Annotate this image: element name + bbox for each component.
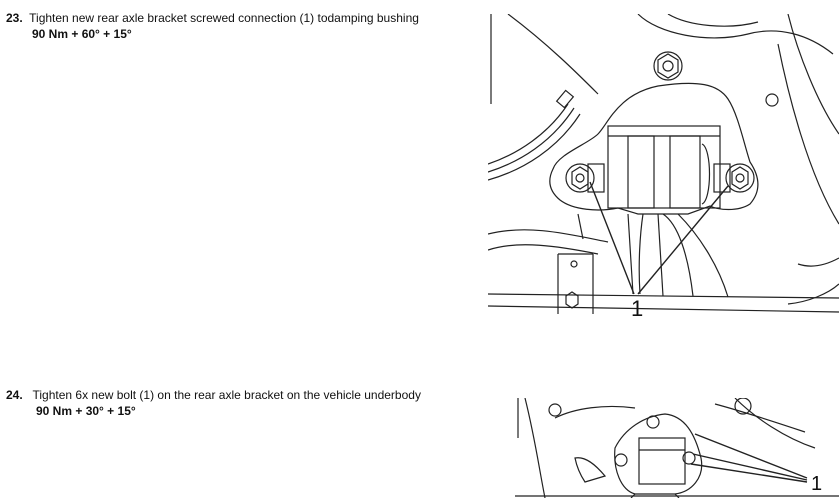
torque-spec: 90 Nm + 30° + 15°	[36, 404, 136, 418]
rear-axle-bracket-bushing-illustration	[488, 14, 839, 318]
callout-label-1: 1	[631, 296, 644, 318]
callout-label-1: 1	[811, 473, 823, 495]
torque-spec: 90 Nm + 60° + 15°	[32, 27, 132, 41]
step-number: 23.	[6, 11, 23, 25]
rear-axle-bracket-underbody-illustration	[515, 398, 839, 498]
step-23	[6, 10, 419, 42]
step-number: 24.	[6, 388, 23, 402]
step-instruction: Tighten new rear axle bracket screwed connection (1) todamping bushing	[29, 11, 419, 25]
step-instruction: Tighten 6x new bolt (1) on the rear axle bracket on the vehicle underbody	[32, 388, 421, 402]
step-24	[6, 387, 421, 419]
